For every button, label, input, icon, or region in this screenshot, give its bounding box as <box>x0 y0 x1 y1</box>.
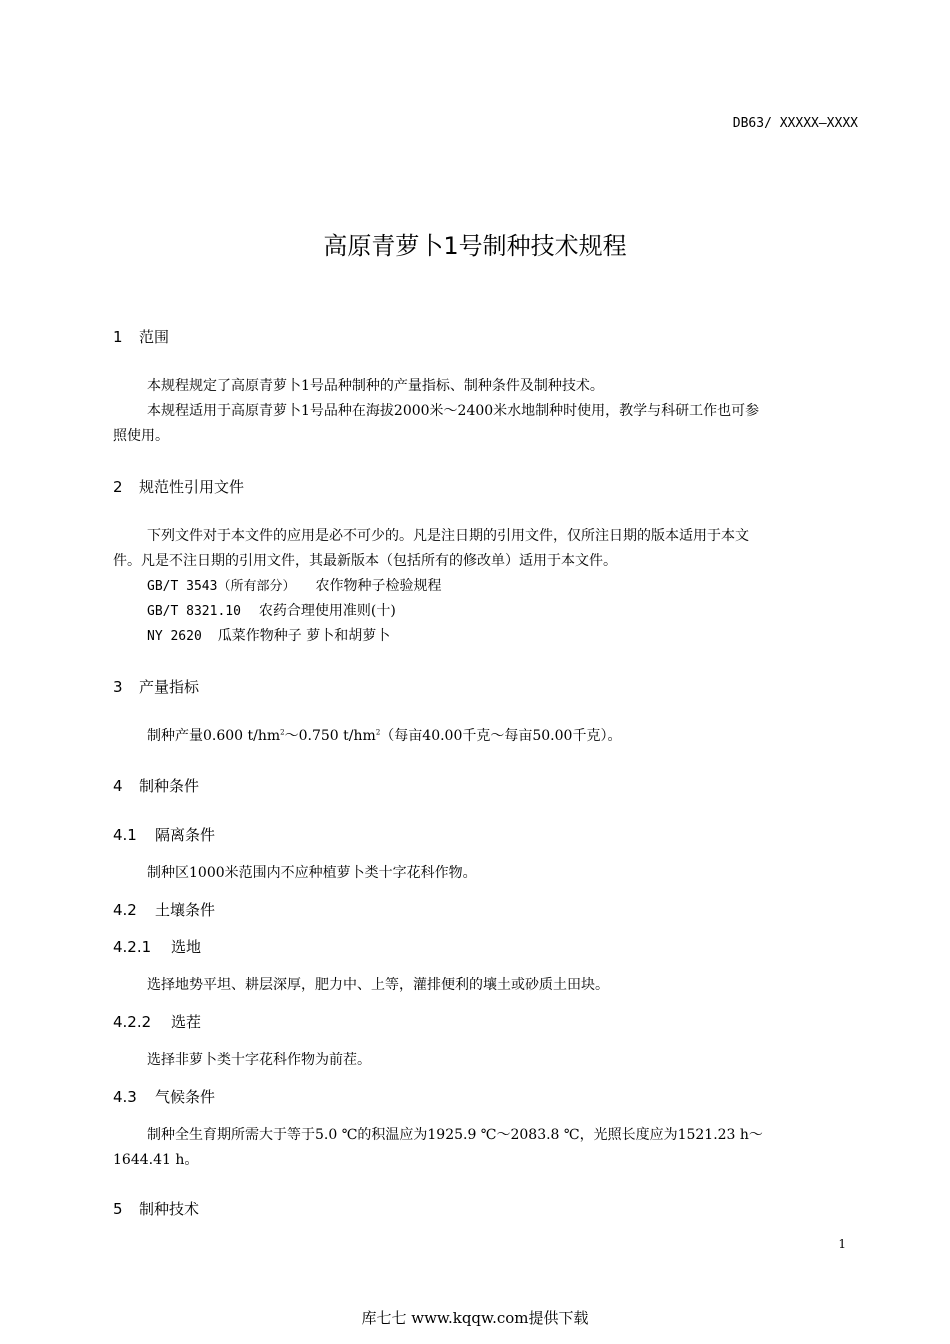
reference-item <box>147 600 396 620</box>
section-number: 1 <box>113 328 123 346</box>
paragraph <box>147 725 621 745</box>
section-number: 4.1 <box>113 826 137 844</box>
section-title: 隔离条件 <box>155 826 216 844</box>
paragraph: 选择地势平坦、耕层深厚，肥力中、上等，灌排便利的壤土或砂质土田块。 <box>147 977 609 993</box>
footer-watermark: 库七七 www.kqqw.com提供下载 <box>361 1309 589 1327</box>
paragraph: 本规程适用于高原青萝卜1号品种在海拔2000米～2400米水地制种时使用，教学与科研工作也可参 <box>147 403 760 419</box>
section-4-2-1-heading <box>113 936 201 957</box>
section-title: 气候条件 <box>155 1088 216 1106</box>
paragraph: 制种全生育期所需大于等于5.0 ℃的积温应为1925.9 ℃～2083.8 ℃，光照长度应为1521.23 h～ <box>147 1127 763 1143</box>
yield-text: （每亩40.00千克～每亩50.00千克）。 <box>380 728 622 744</box>
section-number: 4.2.1 <box>113 938 152 956</box>
section-number: 4.2.2 <box>113 1013 152 1031</box>
superscript: 2 <box>280 728 285 737</box>
section-1-heading <box>113 326 169 347</box>
section-title: 选茬 <box>171 1013 202 1031</box>
reference-name: 瓜菜作物种子 萝卜和胡萝卜 <box>217 628 391 644</box>
reference-code: GB/T 3543（所有部分） <box>147 579 296 594</box>
section-number: 4.2 <box>113 901 137 919</box>
section-3-heading <box>113 676 199 697</box>
superscript: 2 <box>375 728 381 737</box>
paragraph: 选择非萝卜类十字花科作物为前茬。 <box>147 1052 371 1068</box>
section-title: 产量指标 <box>139 678 200 696</box>
yield-text: ～0.750 t/hm <box>284 728 376 744</box>
section-title: 规范性引用文件 <box>139 478 245 496</box>
paragraph: 下列文件对于本文件的应用是必不可少的。凡是注日期的引用文件，仅所注日期的版本适用于本文 <box>147 528 749 544</box>
paragraph: 本规程规定了高原青萝卜1号品种制种的产量指标、制种条件及制种技术。 <box>147 378 604 394</box>
section-number: 4.3 <box>113 1088 137 1106</box>
paragraph-continuation: 照使用。 <box>113 428 169 444</box>
section-title: 制种技术 <box>139 1200 200 1218</box>
section-4-1-heading <box>113 824 215 845</box>
reference-item <box>147 625 390 645</box>
section-4-heading <box>113 775 199 796</box>
section-number: 2 <box>113 478 123 496</box>
section-title: 制种条件 <box>139 777 200 795</box>
standard-code: DB63/ XXXXX—XXXX <box>732 116 858 131</box>
section-number: 5 <box>113 1200 123 1218</box>
section-4-3-heading <box>113 1086 215 1107</box>
paragraph-continuation: 件。凡是不注日期的引用文件，其最新版本（包括所有的修改单）适用于本文件。 <box>113 553 617 569</box>
reference-code: GB/T 8321.10 <box>147 604 241 619</box>
paragraph-continuation: 1644.41 h。 <box>113 1152 199 1168</box>
section-title: 土壤条件 <box>155 901 216 919</box>
reference-item <box>147 575 441 595</box>
paragraph: 制种区1000米范围内不应种植萝卜类十字花科作物。 <box>147 865 477 881</box>
reference-name: 农药合理使用准则(十) <box>258 603 396 619</box>
page-number: 1 <box>838 1237 846 1251</box>
section-4-2-2-heading <box>113 1011 201 1032</box>
reference-name: 农作物种子检验规程 <box>315 578 442 594</box>
section-5-heading <box>113 1198 199 1219</box>
section-title: 选地 <box>171 938 202 956</box>
document-title: 高原青萝卜1号制种技术规程 <box>323 232 627 260</box>
section-4-2-heading <box>113 899 215 920</box>
section-2-heading <box>113 476 244 497</box>
section-title: 范围 <box>139 328 170 346</box>
section-number: 3 <box>113 678 123 696</box>
section-number: 4 <box>113 777 123 795</box>
yield-text: 制种产量0.600 t/hm <box>147 728 281 744</box>
reference-code: NY 2620 <box>147 629 202 644</box>
